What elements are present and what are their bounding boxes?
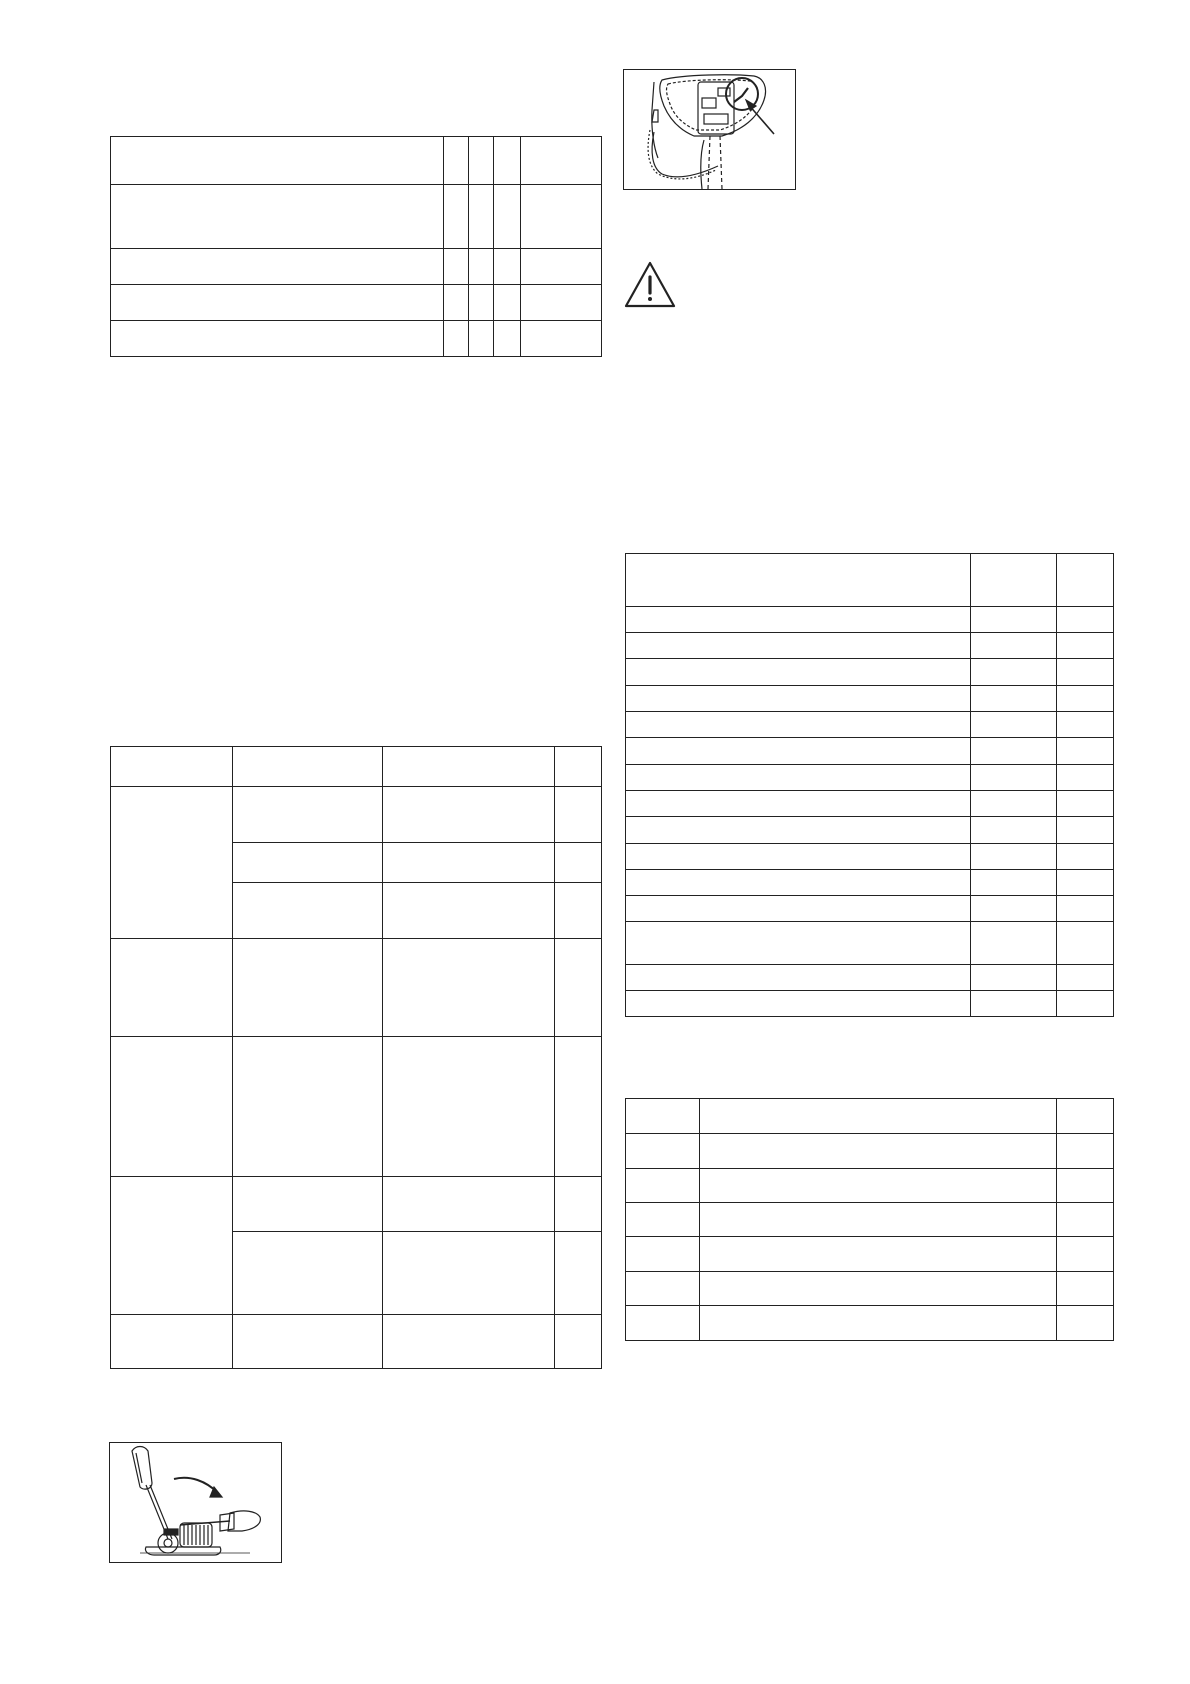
table-row	[111, 1315, 602, 1369]
table-row	[626, 1203, 1114, 1237]
table-row	[626, 607, 1114, 633]
table-row	[111, 1037, 602, 1177]
table-row	[626, 817, 1114, 844]
table-row	[626, 765, 1114, 791]
table-row	[111, 747, 602, 787]
warning-triangle-icon	[623, 260, 677, 310]
table-row	[626, 965, 1114, 991]
table-row	[626, 633, 1114, 659]
table-row	[626, 870, 1114, 896]
table-row	[111, 787, 602, 843]
table-row	[626, 1237, 1114, 1272]
table-row	[626, 844, 1114, 870]
troubleshooting-table	[110, 746, 602, 1369]
table-row	[626, 1099, 1114, 1134]
table-row	[111, 285, 602, 321]
table-row	[626, 1134, 1114, 1169]
table-row	[626, 922, 1114, 965]
control-box-detail-illustration	[623, 69, 796, 190]
table-row	[626, 1272, 1114, 1306]
table-row	[626, 554, 1114, 607]
table-row	[111, 321, 602, 357]
table-row	[626, 738, 1114, 765]
table-row	[626, 896, 1114, 922]
table-row	[111, 1177, 602, 1232]
table-row	[626, 712, 1114, 738]
table-row	[111, 939, 602, 1037]
table-row	[111, 137, 602, 185]
table-row	[626, 791, 1114, 817]
floor-machine-tilt-back-illustration	[109, 1442, 282, 1563]
table-row	[626, 1306, 1114, 1341]
table-row	[111, 249, 602, 285]
maintenance-schedule-table	[110, 136, 602, 357]
table-row	[626, 659, 1114, 686]
parts-list-table	[625, 553, 1114, 1017]
technical-data-table	[625, 1098, 1114, 1341]
table-row	[626, 991, 1114, 1017]
table-row	[111, 185, 602, 249]
table-row	[626, 1169, 1114, 1203]
table-row	[626, 686, 1114, 712]
